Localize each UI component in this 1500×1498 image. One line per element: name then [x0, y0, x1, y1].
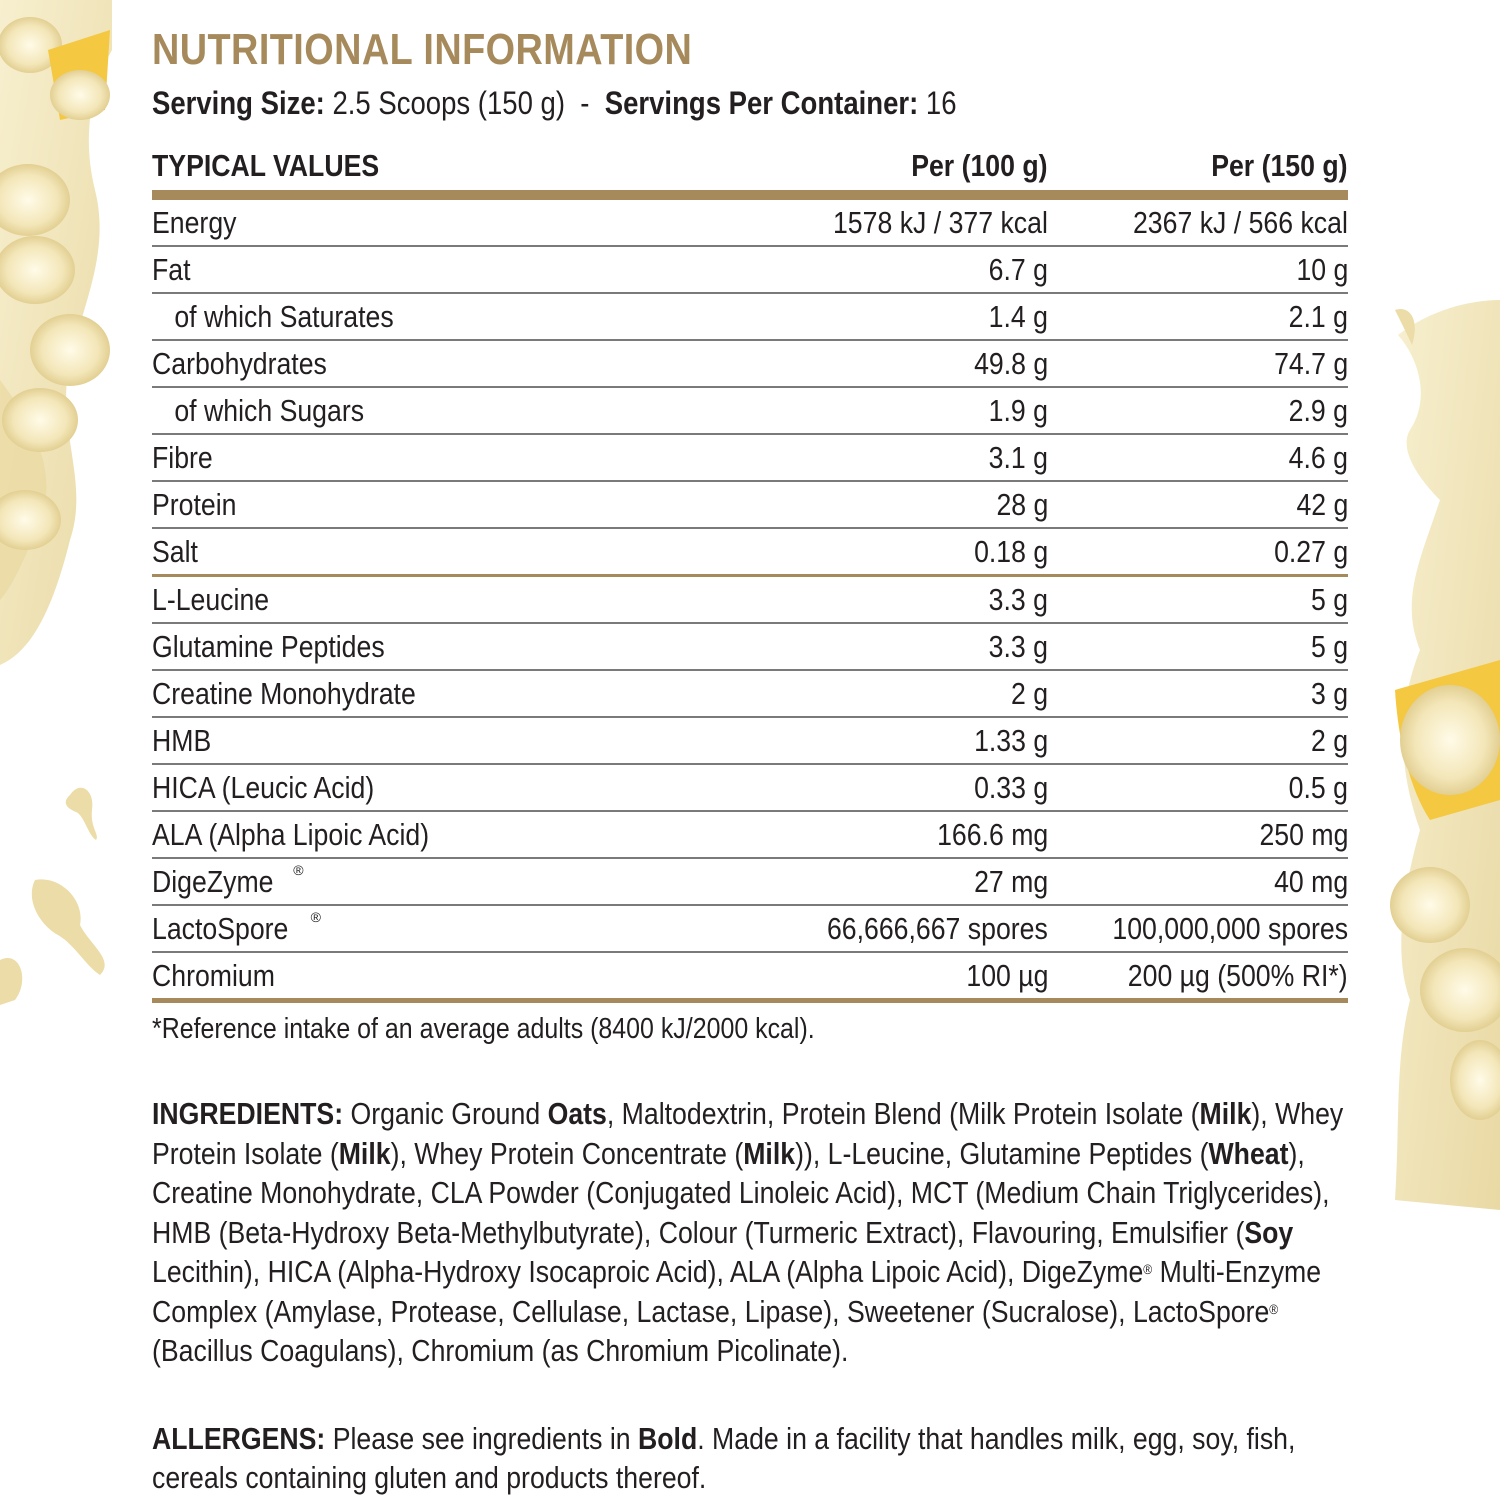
value-per-100g: 0.33 g — [973, 769, 1048, 805]
ingredients-paragraph — [152, 1094, 1347, 1371]
value-per-100g: 3.1 g — [988, 439, 1048, 475]
nutrient-name: LactoSpore ® — [152, 908, 321, 946]
value-per-100g: 49.8 g — [973, 345, 1048, 381]
ingredients-text: Organic Ground — [343, 1096, 548, 1131]
table-row — [152, 246, 1348, 293]
value-per-150g: 4.6 g — [1288, 439, 1348, 475]
value-per-100g: 27 mg — [973, 863, 1048, 899]
nutrient-name: Fibre — [152, 439, 213, 475]
ingredients-text: Lecithin), HICA (Alpha-Hydroxy Isocaproic Acid), ALA (Alpha Lipoic Acid), DigeZyme — [152, 1254, 1144, 1289]
value-per-150g: 100,000,000 spores — [1112, 910, 1348, 946]
table-row — [152, 481, 1348, 528]
table-row — [152, 340, 1348, 387]
registered-mark: ® — [293, 861, 304, 878]
table-row — [152, 952, 1348, 1001]
ingredients-text: Multi-Enzyme Complex (Amylase, Protease, Cellulase, Lactase, Lipase), Sweetener (Sucralose), LactoSpore — [152, 1254, 1322, 1329]
serving-info — [152, 78, 1181, 128]
nutrition-panel — [152, 22, 1348, 1498]
value-per-100g: 66,666,667 spores — [827, 910, 1048, 946]
nutrient-name: Fat — [152, 251, 191, 287]
allergen-bold-term: Milk — [338, 1135, 391, 1171]
table-row — [152, 195, 1348, 246]
value-per-150g: 10 g — [1296, 251, 1348, 287]
table-row — [152, 858, 1348, 905]
value-per-150g: 2.9 g — [1288, 392, 1348, 428]
ingredients-label: INGREDIENTS: — [152, 1096, 344, 1131]
table-header-row — [152, 142, 1348, 195]
nutrient-name: L-Leucine — [152, 581, 270, 617]
allergen-bold-term: Milk — [1199, 1096, 1252, 1131]
allergens-bold-word: Bold — [638, 1420, 698, 1456]
ingredients-text: )), L-Leucine, Glutamine Peptides ( — [795, 1135, 1209, 1171]
column-header-typical-values: TYPICAL VALUES — [152, 148, 380, 183]
value-per-100g: 166.6 mg — [936, 816, 1048, 852]
serving-size-label: Serving Size: — [152, 85, 325, 121]
value-per-150g: 74.7 g — [1273, 345, 1348, 381]
value-per-150g: 42 g — [1296, 486, 1348, 522]
column-header-per-150g: Per (150 g) — [1211, 148, 1348, 183]
nutrient-name: Salt — [152, 533, 198, 569]
value-per-150g: 0.5 g — [1288, 769, 1348, 805]
table-row — [152, 811, 1348, 858]
nutrition-table-body — [152, 195, 1348, 1001]
allergen-bold-term: Wheat — [1208, 1135, 1289, 1171]
table-row — [152, 293, 1348, 340]
value-per-150g: 5 g — [1310, 581, 1348, 617]
nutrient-name: Chromium — [152, 957, 275, 993]
table-row — [152, 764, 1348, 811]
table-row — [152, 717, 1348, 764]
value-per-100g: 3.3 g — [988, 628, 1048, 664]
allergens-text: . Made in a facility that handles milk, egg, soy, fish, cereals containing gluten and products thereof. — [152, 1420, 1296, 1495]
nutrient-name: Glutamine Peptides — [152, 628, 385, 664]
nutrient-name: Creatine Monohydrate — [152, 675, 416, 711]
value-per-100g: 1.9 g — [988, 392, 1048, 428]
allergen-bold-term: Soy — [1244, 1214, 1294, 1250]
ingredients-text: ), Whey Protein Concentrate ( — [390, 1135, 744, 1171]
value-per-100g: 1.4 g — [988, 298, 1048, 334]
value-per-150g: 0.27 g — [1273, 533, 1348, 569]
value-per-100g: 100 µg — [965, 957, 1048, 993]
value-per-150g: 2.1 g — [1288, 298, 1348, 334]
page-title: NUTRITIONAL INFORMATION — [152, 25, 693, 74]
value-per-150g: 200 µg (500% RI*) — [1128, 957, 1348, 993]
table-row — [152, 623, 1348, 670]
allergen-bold-term: Milk — [743, 1135, 796, 1171]
allergens-paragraph — [152, 1419, 1347, 1498]
value-per-100g: 2 g — [1010, 675, 1048, 711]
nutrient-name: ALA (Alpha Lipoic Acid) — [152, 816, 430, 852]
value-per-150g: 5 g — [1310, 628, 1348, 664]
nutrient-name: DigeZyme ® — [152, 861, 304, 899]
ingredients-text: (Bacillus Coagulans), Chromium (as Chromium Picolinate). — [152, 1333, 849, 1368]
column-header-per-100g: Per (100 g) — [911, 148, 1048, 183]
value-per-150g: 3 g — [1310, 675, 1348, 711]
value-per-150g: 40 mg — [1273, 863, 1348, 899]
serving-separator: - — [580, 85, 590, 121]
reference-intake-footnote: *Reference intake of an average adults (8400 kJ/2000 kcal). — [152, 1013, 815, 1045]
ingredients-text: ), Creatine Monohydrate, CLA Powder (Conjugated Linoleic Acid), MCT (Medium Chain Triglycerides), HMB (Beta-Hydroxy Beta-Methylbutyrate), Colour (Turmeric Extract), Flavouring, Emulsifier ( — [152, 1135, 1330, 1250]
servings-per-container-value: 16 — [925, 85, 957, 121]
registered-mark: ® — [310, 908, 321, 925]
nutrient-name: HICA (Leucic Acid) — [152, 769, 375, 805]
value-per-100g: 28 g — [996, 486, 1048, 522]
value-per-100g: 3.3 g — [988, 581, 1048, 617]
table-row — [152, 528, 1348, 576]
allergens-text: Please see ingredients in — [325, 1420, 639, 1456]
value-per-100g: 6.7 g — [988, 251, 1048, 287]
value-per-150g: 250 mg — [1259, 816, 1348, 852]
nutrient-name: HMB — [152, 722, 212, 758]
registered-mark: ® — [1143, 1261, 1153, 1277]
ingredients-text: ), Whey Protein Isolate ( — [152, 1096, 1344, 1171]
table-row — [152, 387, 1348, 434]
serving-size-value: 2.5 Scoops (150 g) — [332, 85, 566, 121]
value-per-100g: 0.18 g — [973, 533, 1048, 569]
value-per-100g: 1.33 g — [973, 722, 1048, 758]
nutrient-name: Carbohydrates — [152, 345, 327, 381]
allergen-bold-term: Oats — [547, 1096, 607, 1131]
value-per-150g: 2367 kJ / 566 kcal — [1133, 204, 1348, 240]
table-row — [152, 670, 1348, 717]
nutrient-name: Protein — [152, 486, 237, 522]
table-row — [152, 576, 1348, 624]
nutrient-name: of which Saturates — [174, 298, 394, 334]
nutrient-name: of which Sugars — [174, 392, 365, 428]
nutrient-name: Energy — [152, 204, 237, 240]
table-row — [152, 434, 1348, 481]
value-per-100g: 1578 kJ / 377 kcal — [833, 204, 1048, 240]
table-row — [152, 905, 1348, 952]
registered-mark: ® — [1269, 1300, 1279, 1317]
ingredients-text: , Maltodextrin, Protein Blend (Milk Protein Isolate ( — [606, 1096, 1200, 1131]
allergens-label: ALLERGENS: — [152, 1420, 326, 1456]
value-per-150g: 2 g — [1310, 722, 1348, 758]
nutrition-table — [152, 142, 1348, 1003]
servings-per-container-label: Servings Per Container: — [604, 85, 919, 121]
